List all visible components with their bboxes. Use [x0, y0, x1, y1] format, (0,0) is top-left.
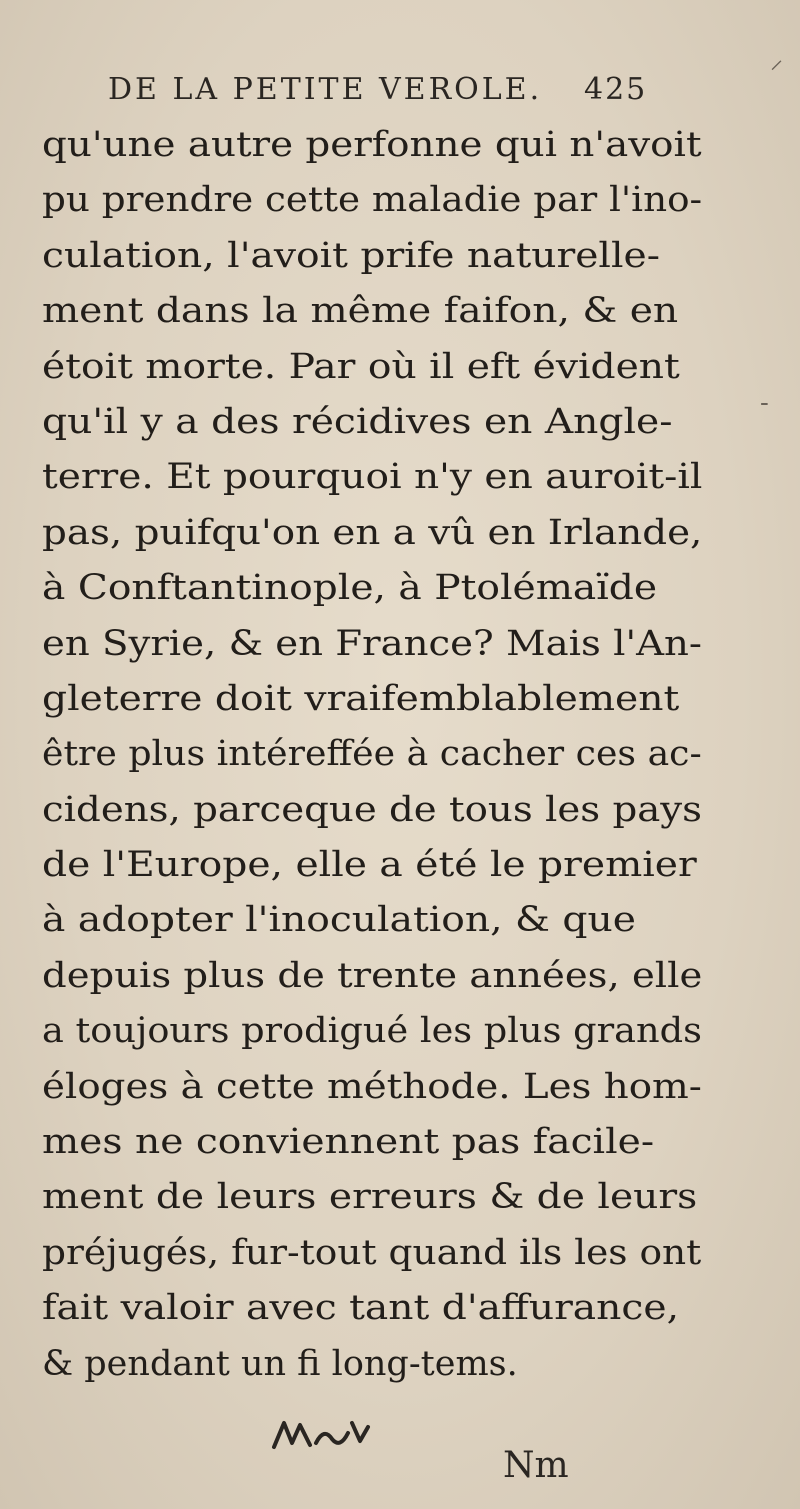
text-line: préjugés, fur-tout quand ils les ont — [42, 1232, 702, 1273]
text-line: cidens, parceque de tous les pays — [42, 789, 703, 830]
running-head-title: DE LA PETITE VEROLE. — [108, 72, 543, 107]
running-head — [0, 72, 800, 112]
signature-area — [0, 1405, 800, 1495]
margin-pencil-mark: ⸝ — [770, 45, 784, 75]
page-number: 425 — [584, 72, 648, 107]
signature-mark: Nm — [503, 1445, 569, 1486]
text-line: depuis plus de trente années, elle — [42, 955, 703, 996]
text-line: qu'il y a des récidives en Angle- — [42, 401, 673, 442]
text-line: terre. Et pourquoi n'y en auroit-il — [42, 457, 703, 498]
text-line: ment de leurs erreurs & de leurs — [42, 1177, 698, 1218]
text-line: être plus intéreffée à cacher ces ac- — [42, 734, 702, 775]
text-line: fait valoir avec tant d'affurance, — [42, 1288, 680, 1329]
text-line: à adopter l'inoculation, & que — [42, 900, 636, 941]
text-line: ment dans la même faifon, & en — [42, 291, 679, 332]
text-line: étoit morte. Par où il eft évident — [42, 346, 680, 387]
text-line: culation, l'avoit prife naturelle- — [42, 235, 660, 276]
text-line: à Conftantinople, à Ptolémaïde — [42, 568, 658, 609]
text-line: qu'une autre perfonne qui n'avoit — [42, 125, 702, 165]
stamp-ornament — [260, 1413, 380, 1459]
text-line: pas, puifqu'on en a vû en Irlande, — [42, 512, 703, 553]
body-text — [42, 118, 702, 1392]
margin-tick-mark: - — [760, 388, 769, 418]
text-line: pu prendre cette maladie par l'ino- — [42, 180, 703, 221]
text-line: en Syrie, & en France? Mais l'An- — [42, 623, 702, 664]
text-line: de l'Europe, elle a été le premier — [42, 845, 697, 886]
text-line: gleterre doit vraifemblablement — [42, 678, 680, 719]
text-line: a toujours prodigué les plus grands — [42, 1011, 702, 1052]
text-line: & pendant un fi long-tems. — [42, 1343, 518, 1384]
text-line: mes ne conviennent pas facile- — [42, 1122, 655, 1163]
text-line: éloges à cette méthode. Les hom- — [42, 1066, 702, 1107]
